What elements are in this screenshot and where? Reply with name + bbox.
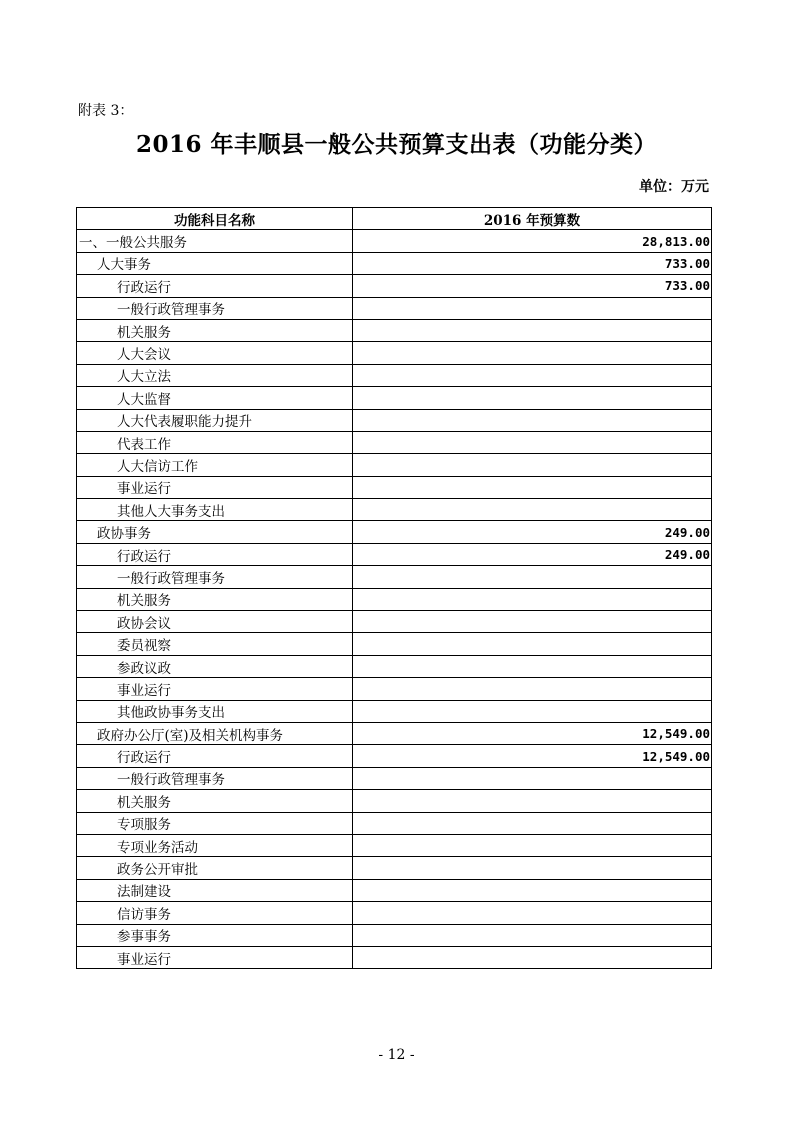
item-name-cell: 机关服务 [77,588,353,610]
item-amount-cell [353,902,712,924]
table-row [77,387,712,409]
table-row [77,588,712,610]
item-name-cell: 人大事务 [77,252,353,274]
table-row [77,857,712,879]
table-row [77,655,712,677]
item-amount-cell [353,342,712,364]
item-name-cell: 事业运行 [77,946,353,968]
item-name-cell: 一般行政管理事务 [77,566,353,588]
column-header-amount: 2016 年预算数 [353,208,712,230]
table-body [77,230,712,969]
table-row [77,342,712,364]
item-amount-cell [353,566,712,588]
item-name-cell: 政府办公厅(室)及相关机构事务 [77,722,353,744]
table-row [77,790,712,812]
item-amount-cell: 12,549.00 [353,745,712,767]
item-name-cell: 人大会议 [77,342,353,364]
table-row [77,319,712,341]
table-row [77,364,712,386]
item-amount-cell: 249.00 [353,543,712,565]
table-row [77,499,712,521]
item-name-cell: 机关服务 [77,319,353,341]
table-row [77,745,712,767]
item-amount-cell [353,297,712,319]
item-amount-cell [353,700,712,722]
item-amount-cell [353,655,712,677]
item-amount-cell: 12,549.00 [353,722,712,744]
item-name-cell: 行政运行 [77,275,353,297]
table-row [77,812,712,834]
item-name-cell: 其他人大事务支出 [77,499,353,521]
table-row [77,924,712,946]
table-row [77,543,712,565]
table-row [77,902,712,924]
item-name-cell: 行政运行 [77,745,353,767]
item-amount-cell [353,431,712,453]
column-header-name: 功能科目名称 [77,208,353,230]
item-name-cell: 人大信访工作 [77,454,353,476]
item-name-cell: 一、一般公共服务 [77,230,353,252]
table-row [77,633,712,655]
item-name-cell: 人大监督 [77,387,353,409]
item-amount-cell [353,790,712,812]
table-row [77,700,712,722]
table-row [77,275,712,297]
table-row [77,454,712,476]
item-amount-cell: 28,813.00 [353,230,712,252]
table-row [77,476,712,498]
item-amount-cell [353,476,712,498]
item-amount-cell [353,364,712,386]
table-row [77,834,712,856]
item-name-cell: 参政议政 [77,655,353,677]
item-amount-cell [353,611,712,633]
item-name-cell: 一般行政管理事务 [77,297,353,319]
table-row [77,409,712,431]
item-amount-cell [353,387,712,409]
item-amount-cell: 733.00 [353,252,712,274]
item-amount-cell [353,834,712,856]
item-name-cell: 专项业务活动 [77,834,353,856]
table-header-row [77,208,712,230]
item-name-cell: 委员视察 [77,633,353,655]
table-row [77,879,712,901]
item-name-cell: 人大代表履职能力提升 [77,409,353,431]
table-row [77,678,712,700]
item-amount-cell [353,767,712,789]
item-name-cell: 参事事务 [77,924,353,946]
item-amount-cell [353,588,712,610]
item-amount-cell [353,879,712,901]
table-row [77,566,712,588]
table-row [77,722,712,744]
item-name-cell: 机关服务 [77,790,353,812]
item-amount-cell [353,946,712,968]
item-amount-cell: 733.00 [353,275,712,297]
item-name-cell: 法制建设 [77,879,353,901]
item-name-cell: 其他政协事务支出 [77,700,353,722]
item-amount-cell [353,499,712,521]
table-row [77,946,712,968]
item-amount-cell [353,812,712,834]
table-row [77,521,712,543]
item-amount-cell [353,633,712,655]
item-amount-cell [353,924,712,946]
item-name-cell: 人大立法 [77,364,353,386]
item-name-cell: 行政运行 [77,543,353,565]
item-amount-cell [353,678,712,700]
item-name-cell: 事业运行 [77,678,353,700]
table-row [77,767,712,789]
item-name-cell: 政务公开审批 [77,857,353,879]
item-amount-cell [353,319,712,341]
item-name-cell: 信访事务 [77,902,353,924]
table-row [77,297,712,319]
table-row [77,252,712,274]
item-amount-cell [353,454,712,476]
item-name-cell: 一般行政管理事务 [77,767,353,789]
attachment-label: 附表 3： [78,103,134,119]
item-name-cell: 政协事务 [77,521,353,543]
table-row [77,611,712,633]
table-row [77,230,712,252]
item-name-cell: 专项服务 [77,812,353,834]
item-amount-cell [353,409,712,431]
item-amount-cell [353,857,712,879]
budget-table [76,207,712,969]
page-title: 2016 年丰顺县一般公共预算支出表（功能分类） [135,131,658,158]
item-amount-cell: 249.00 [353,521,712,543]
page-number: - 12 - [378,1047,415,1063]
item-name-cell: 政协会议 [77,611,353,633]
item-name-cell: 代表工作 [77,431,353,453]
unit-label: 单位：万元 [639,179,709,195]
table-row [77,431,712,453]
item-name-cell: 事业运行 [77,476,353,498]
